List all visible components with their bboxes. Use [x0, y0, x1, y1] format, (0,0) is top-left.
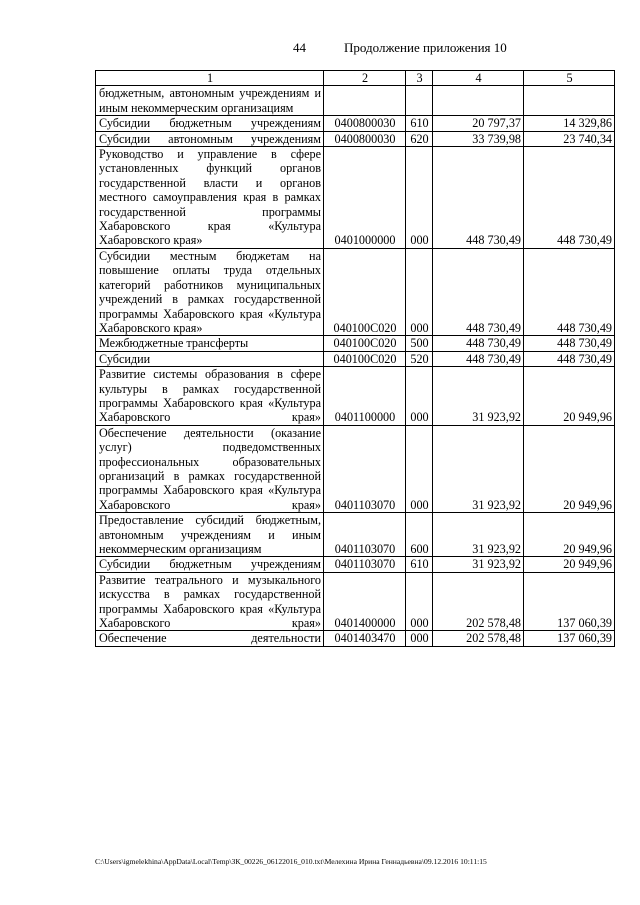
- table-row: [96, 631, 615, 646]
- column-header: 3: [406, 71, 433, 86]
- row-kind-cell: 000: [406, 572, 433, 631]
- table-row: [96, 336, 615, 351]
- row-name-cell: Обеспечение деятельности (оказание услуг) подведомственных профессиональных образовательных организаций в рамках государственной программы Хабаровского края «Культура Хабаровского края»: [96, 425, 324, 512]
- row-kind-cell: 500: [406, 336, 433, 351]
- row-name-cell: Руководство и управление в сфере установленных функций органов государственной власти и органов местного самоуправления края в рамках государственной программы Хабаровского края «Культура Хабаровского края»: [96, 147, 324, 249]
- row-code-cell: 0401103070: [324, 557, 406, 572]
- row-code-cell: 0401403470: [324, 631, 406, 646]
- row-value-2016-cell: 14 329,86: [524, 116, 615, 131]
- row-value-2016-cell: 23 740,34: [524, 131, 615, 146]
- table-row: [96, 425, 615, 512]
- row-value-2015-cell: 31 923,92: [433, 557, 524, 572]
- row-code-cell: 0401400000: [324, 572, 406, 631]
- row-value-2016-cell: 448 730,49: [524, 147, 615, 249]
- row-value-2016-cell: 20 949,96: [524, 425, 615, 512]
- row-value-2016-cell: [524, 86, 615, 116]
- row-value-2015-cell: [433, 86, 524, 116]
- table-row: [96, 131, 615, 146]
- table-row: [96, 86, 615, 116]
- table-row: [96, 557, 615, 572]
- page-number: 44: [293, 40, 306, 55]
- row-kind-cell: 520: [406, 351, 433, 366]
- row-value-2016-cell: 137 060,39: [524, 572, 615, 631]
- row-name-cell: Субсидии местным бюджетам на повышение оплаты труда отдельных категорий работников муниципальных учреждений в рамках государственной программы Хабаровского края «Культура Хабаровского края»: [96, 248, 324, 335]
- row-kind-cell: 000: [406, 367, 433, 426]
- budget-table: [95, 70, 615, 647]
- row-value-2016-cell: 20 949,96: [524, 367, 615, 426]
- table-row: [96, 248, 615, 335]
- row-kind-cell: [406, 86, 433, 116]
- row-value-2016-cell: 448 730,49: [524, 351, 615, 366]
- row-value-2015-cell: 31 923,92: [433, 513, 524, 557]
- row-kind-cell: 600: [406, 513, 433, 557]
- row-name-cell: Межбюджетные трансферты: [96, 336, 324, 351]
- row-value-2015-cell: 31 923,92: [433, 425, 524, 512]
- row-name-cell: Предоставление субсидий бюджетным, автономным учреждениям и иным некоммерческим организациям: [96, 513, 324, 557]
- row-kind-cell: 000: [406, 147, 433, 249]
- column-header: 4: [433, 71, 524, 86]
- column-header: 1: [96, 71, 324, 86]
- column-header: 2: [324, 71, 406, 86]
- file-path-footer: C:\Users\igmelekhina\AppData\Local\Temp\ЗК_00226_06122016_010.txt\Мелехина Ирина Геннадьевна\09.12.2016 10:11:15: [95, 857, 487, 866]
- row-name-cell: бюджетным, автономным учреждениям и иным некоммерческим организациям: [96, 86, 324, 116]
- row-kind-cell: 000: [406, 631, 433, 646]
- row-value-2015-cell: 202 578,48: [433, 631, 524, 646]
- row-name-cell: Субсидии бюджетным учреждениям: [96, 557, 324, 572]
- row-value-2015-cell: 33 739,98: [433, 131, 524, 146]
- row-kind-cell: 610: [406, 557, 433, 572]
- table-row: [96, 513, 615, 557]
- row-value-2016-cell: 20 949,96: [524, 557, 615, 572]
- row-code-cell: [324, 86, 406, 116]
- row-value-2015-cell: 20 797,37: [433, 116, 524, 131]
- row-kind-cell: 000: [406, 425, 433, 512]
- row-value-2015-cell: 448 730,49: [433, 248, 524, 335]
- appendix-caption: Продолжение приложения 10: [344, 40, 507, 55]
- column-number-row: [96, 71, 615, 86]
- row-code-cell: 0401100000: [324, 367, 406, 426]
- row-kind-cell: 620: [406, 131, 433, 146]
- row-name-cell: Субсидии: [96, 351, 324, 366]
- table-row: [96, 147, 615, 249]
- table-row: [96, 116, 615, 131]
- row-kind-cell: 610: [406, 116, 433, 131]
- row-value-2016-cell: 20 949,96: [524, 513, 615, 557]
- row-code-cell: 040100С020: [324, 336, 406, 351]
- row-value-2016-cell: 448 730,49: [524, 336, 615, 351]
- row-value-2015-cell: 31 923,92: [433, 367, 524, 426]
- row-name-cell: Субсидии автономным учреждениям: [96, 131, 324, 146]
- row-code-cell: 040100С020: [324, 351, 406, 366]
- row-code-cell: 0400800030: [324, 131, 406, 146]
- row-name-cell: Субсидии бюджетным учреждениям: [96, 116, 324, 131]
- table-row: [96, 351, 615, 366]
- row-code-cell: 0401103070: [324, 425, 406, 512]
- row-code-cell: 0400800030: [324, 116, 406, 131]
- row-name-cell: Развитие театрального и музыкального искусства в рамках государственной программы Хабаровского края «Культура Хабаровского края»: [96, 572, 324, 631]
- row-code-cell: 040100С020: [324, 248, 406, 335]
- row-code-cell: 0401000000: [324, 147, 406, 249]
- row-value-2015-cell: 448 730,49: [433, 351, 524, 366]
- table-row: [96, 367, 615, 426]
- row-value-2015-cell: 448 730,49: [433, 336, 524, 351]
- row-value-2015-cell: 448 730,49: [433, 147, 524, 249]
- row-value-2016-cell: 448 730,49: [524, 248, 615, 335]
- budget-table-body: [96, 71, 615, 647]
- row-name-cell: Развитие системы образования в сфере культуры в рамках государственной программы Хабаровского края «Культура Хабаровского края»: [96, 367, 324, 426]
- column-header: 5: [524, 71, 615, 86]
- row-value-2015-cell: 202 578,48: [433, 572, 524, 631]
- table-row: [96, 572, 615, 631]
- row-name-cell: Обеспечение деятельности: [96, 631, 324, 646]
- row-kind-cell: 000: [406, 248, 433, 335]
- row-value-2016-cell: 137 060,39: [524, 631, 615, 646]
- row-code-cell: 0401103070: [324, 513, 406, 557]
